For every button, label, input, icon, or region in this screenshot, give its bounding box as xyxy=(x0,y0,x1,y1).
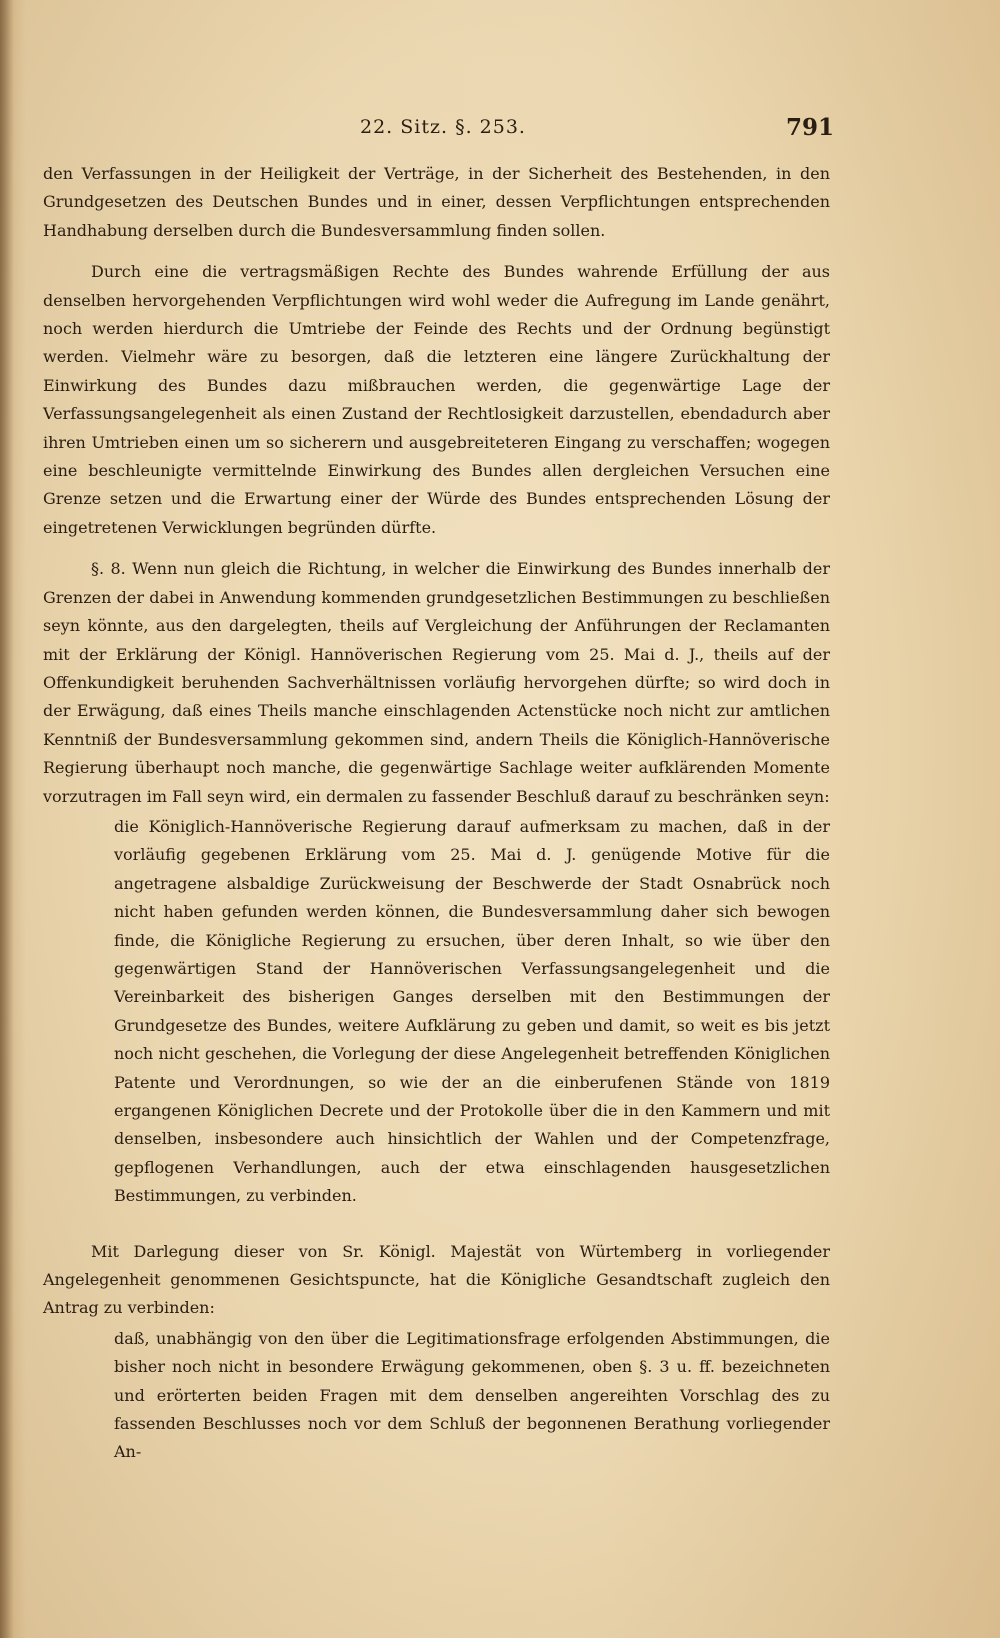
page-number: 791 xyxy=(786,114,835,141)
quoted-motion: daß, unabhängig von den über die Legitimationsfrage erfolgenden Abstimmungen, die bisher noch nicht in besondere Erwägung gekommenen, oben §. 3 u. ff. bezeichneten und erörterten beiden Fragen mit dem denselben angereihten Vorschlag des zu fassenden Beschlusses noch vor dem Schluß der begonnenen Berathung vorliegender An- xyxy=(114,1328,830,1462)
page-header xyxy=(0,116,1000,146)
body-text xyxy=(43,160,830,1467)
running-head: 22. Sitz. §. 253. xyxy=(360,116,526,138)
binding-shadow xyxy=(0,0,14,1638)
quoted-resolution: die Königlich-Hannöverische Regierung darauf aufmerksam zu machen, daß in der vorläufig gegebenen Erklärung vom 25. Mai d. J. genügende Motive für die angetragene alsbaldige Zurückweisung der Beschwerde der Stadt Osnabrück noch nicht haben gefunden werden können, die Bundesversammlung daher sich bewogen finde, die Königliche Regierung zu ersuchen, über deren Inhalt, so wie über den gegenwärtigen Stand der Hannöverischen Verfassungsangelegenheit und die Vereinbarkeit des bisherigen Ganges derselben mit den Bestimmungen der Grundgesetze des Bundes, weitere Aufklärung zu geben und damit, so weit es bis jetzt noch nicht geschehen, die Vorlegung der diese Angelegenheit betreffenden Königlichen Patente und Verordnungen, so wie der an die einberufenen Stände von 1819 ergangenen Königlichen Decrete und der Protokolle über die in den Kammern und mit denselben, insbesondere auch hinsichtlich der Wahlen und der Competenzfrage, gepflogenen Verhandlungen, auch der etwa einschlagenden hausgesetzlichen Bestimmungen, zu verbinden. xyxy=(114,816,830,1206)
paragraph-darlegung: Mit Darlegung dieser von Sr. Königl. Majestät von Würtemberg in vorliegender Angelegenheit genommenen Gesichtspuncte, hat die Königliche Gesandtschaft zugleich den Antrag zu verbinden: xyxy=(43,1241,830,1318)
paragraph-section-8: §. 8. Wenn nun gleich die Richtung, in welcher die Einwirkung des Bundes innerhalb der Grenzen der dabei in Anwendung kommenden grundgesetzlichen Bestimmungen zu beschließen seyn könnte, aus den dargelegten, theils auf Vergleichung der Anführungen der Reclamanten mit der Erklärung der Königl. Hannöverischen Regierung vom 25. Mai d. J., theils auf der Offenkundigkeit beruhenden Sachverhältnissen vorläufig hervorgehen dürfte; so wird doch in der Erwägung, daß eines Theils manche einschlagenden Actenstücke noch nicht zur amtlichen Kenntniß der Bundesversammlung gekommen sind, andern Theils die Königlich-Hannöverische Regierung überhaupt noch manche, die gegenwärtige Sachlage weiter aufklärenden Momente vorzutragen im Fall seyn wird, ein dermalen zu fassender Beschluß darauf zu beschränken seyn: xyxy=(43,559,830,806)
paragraph-continued: den Verfassungen in der Heiligkeit der Verträge, in der Sicherheit des Bestehenden, in den Grundgesetzen des Deutschen Bundes und in einer, dessen Verpflichtungen entsprechenden Handhabung derselben durch die Bundesversammlung finden sollen. xyxy=(43,164,830,240)
paragraph-durch: Durch eine die vertragsmäßigen Rechte des Bundes wahrende Erfüllung der aus denselben hervorgehenden Verpflichtungen wird wohl weder die Aufregung im Lande genährt, noch werden hierdurch die Umtriebe der Feinde des Rechts und der Ordnung begünstigt werden. Vielmehr wäre zu besorgen, daß die letzteren eine längere Zurückhaltung der Einwirkung des Bundes dazu mißbrauchen werden, die gegenwärtige Lage der Verfassungsangelegenheit als einen Zustand der Rechtlosigkeit darzustellen, ebendadurch aber ihren Umtrieben einen um so sicherern und ausgebreiteteren Eingang zu verschaffen; wogegen eine beschleunigte vermittelnde Einwirkung des Bundes allen dergleichen Versuchen eine Grenze setzen und die Erwartung einer der Würde des Bundes entsprechenden Lösung der eingetretenen Verwicklungen begründen dürfte. xyxy=(43,262,830,537)
